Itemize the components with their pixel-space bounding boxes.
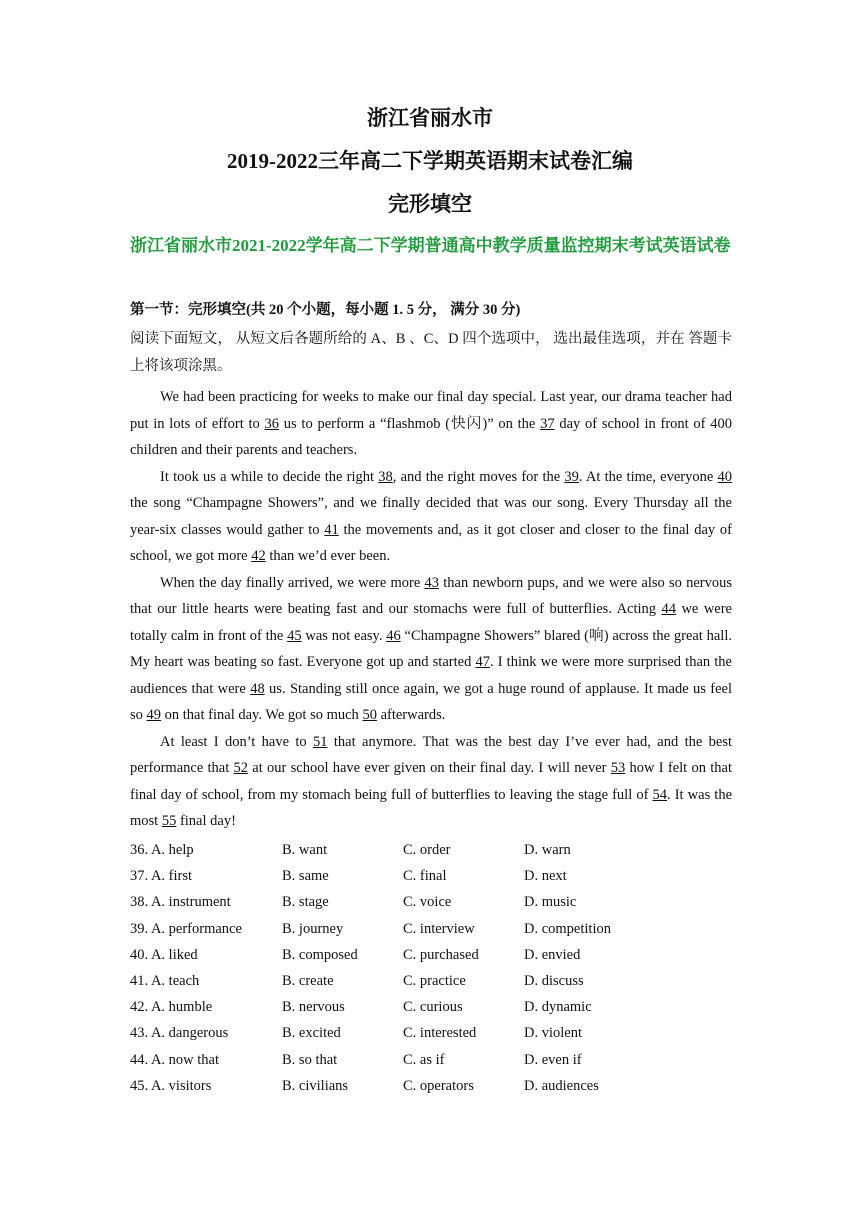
option-c: C. operators (403, 1077, 474, 1094)
passage-text: , and the right moves for the (392, 468, 565, 485)
option-a: 43. A. dangerous (130, 1025, 229, 1042)
option-c: C. practice (403, 972, 466, 989)
option-a: 42. A. humble (130, 999, 213, 1016)
passage-paragraph (130, 729, 732, 835)
blank-number: 51 (313, 733, 328, 750)
options-list (130, 837, 732, 1099)
passage-text: At least I don’t have to (160, 733, 314, 750)
blank-number: 52 (233, 760, 249, 776)
doc-title-line3: 完形填空 (388, 192, 472, 216)
blank-number: 50 (362, 707, 377, 723)
blank-number: 53 (610, 760, 626, 776)
option-a: 39. A. performance (130, 920, 242, 937)
passage-text: We had been practicing for weeks to make our final day special. Last year, our drama teacher had put in lots of effort to (130, 389, 732, 432)
blank-number: 49 (146, 707, 162, 723)
option-b: B. nervous (282, 999, 345, 1016)
option-d: D. violent (524, 1025, 582, 1042)
option-b: B. so that (282, 1051, 338, 1068)
passage-text: on that final day. We got so much (161, 707, 363, 723)
option-row (130, 942, 732, 968)
option-c: C. final (403, 868, 447, 885)
option-a: 40. A. liked (130, 946, 198, 963)
option-a: 44. A. now that (130, 1051, 220, 1068)
blank-number: 37 (540, 415, 555, 432)
option-row (130, 1073, 732, 1099)
section-heading: 第一节：完形填空(共 20 个小题，每小题 1. 5 分， 满分 30 分) (130, 302, 521, 318)
option-b: B. civilians (282, 1077, 349, 1094)
option-d: D. next (524, 868, 567, 885)
blank-number: 48 (250, 680, 265, 697)
option-b: B. want (282, 842, 328, 858)
option-row (130, 1020, 732, 1046)
option-a: 37. A. first (130, 868, 193, 885)
passage-text: . At the time, everyone (578, 468, 718, 485)
option-b: B. journey (282, 920, 344, 937)
passage-text: us. Standing still once again, we got a huge round of applause. It made us feel so (130, 680, 732, 723)
passage-text: . It was the most (130, 786, 733, 829)
option-c: C. interview (403, 920, 475, 937)
blank-number: 46 (386, 627, 401, 644)
blank-number: 54 (652, 786, 667, 803)
passage-text: the movements and, as it got closer and closer to the final day of school, we got more (130, 521, 732, 564)
blank-number: 40 (717, 468, 733, 485)
passage-text: the song “Champagne Showers”, and we finally decided that was our song. Every Thursday all the year-six classes would gather to (130, 495, 732, 538)
blank-number: 45 (287, 627, 302, 644)
passage-text: afterwards. (376, 707, 446, 723)
passage-paragraph (130, 570, 732, 729)
doc-title-line1: 浙江省丽水市 (367, 106, 493, 130)
passage-text: day of school in front of 400 children and their parents and teachers. (130, 415, 733, 458)
option-row (130, 863, 732, 889)
passage-text: we were totally calm in front of the (130, 601, 732, 644)
option-row (130, 837, 732, 863)
blank-number: 44 (661, 601, 677, 617)
passage-text: It took us a while to decide the right (160, 468, 379, 485)
option-d: D. audiences (524, 1077, 599, 1094)
passage-text: than newborn pups, and we were also so nervous that our little hearts were beating fast and our stomachs were full of butterflies. Acting (130, 574, 732, 617)
blank-number: 43 (424, 574, 440, 591)
option-c: C. interested (403, 1025, 477, 1042)
passage (130, 384, 732, 835)
exam-name: 浙江省丽水市2021-2022学年高二下学期普通高中教学质量监控期末考试英语试卷 (130, 236, 731, 255)
option-c: C. voice (403, 894, 452, 911)
blank-number: 47 (475, 654, 490, 670)
option-row (130, 889, 732, 915)
option-d: D. music (524, 894, 577, 911)
option-b: B. stage (282, 894, 329, 911)
option-b: B. excited (282, 1025, 341, 1042)
passage-text: that anymore. That was the best day I’ve ever had, and the best performance that (130, 733, 733, 776)
option-c: C. as if (403, 1051, 445, 1068)
passage-text: how I felt on that final day of school, from my stomach being full of butterflies to leaving the stage full of (130, 760, 732, 803)
option-row (130, 916, 732, 942)
blank-number: 55 (161, 813, 177, 829)
option-d: D. dynamic (524, 999, 592, 1016)
doc-title-line2: 2019-2022三年高二下学期英语期末试卷汇编 (227, 149, 633, 173)
option-a: 41. A. teach (130, 972, 200, 989)
option-c: C. order (403, 842, 451, 858)
option-a: 36. A. help (130, 842, 194, 858)
passage-text: than we’d ever been. (265, 548, 391, 564)
passage-paragraph (130, 464, 732, 570)
option-d: D. warn (524, 842, 571, 858)
option-row (130, 994, 732, 1020)
passage-text: us to perform a “flashmob (快闪)” on the (279, 415, 541, 432)
option-d: D. even if (524, 1051, 582, 1068)
option-a: 45. A. visitors (130, 1077, 212, 1094)
passage-text: was not easy. (301, 627, 387, 644)
option-d: D. envied (524, 946, 581, 963)
blank-number: 41 (324, 521, 339, 538)
passage-text: . I think we were more surprised than the audiences that were (130, 654, 732, 697)
option-row (130, 968, 732, 994)
option-b: B. same (282, 868, 329, 885)
option-b: B. create (282, 972, 334, 989)
option-c: C. purchased (403, 946, 479, 963)
option-b: B. composed (282, 946, 358, 963)
blank-number: 36 (264, 415, 280, 432)
option-c: C. curious (403, 999, 463, 1016)
passage-paragraph (130, 384, 732, 464)
passage-text: final day! (176, 813, 236, 829)
blank-number: 38 (378, 468, 393, 485)
section-instructions: 阅读下面短文， 从短文后各题所给的 A、B 、C、D 四个选项中， 选出最佳选项，并在 答题卡上将该项涂黑。 (130, 331, 732, 374)
option-row (130, 1047, 732, 1073)
blank-number: 39 (564, 468, 579, 485)
option-d: D. competition (524, 920, 611, 937)
passage-text: When the day finally arrived, we were more (160, 574, 425, 591)
blank-number: 42 (251, 548, 266, 564)
passage-text: at our school have ever given on their final day. I will never (248, 760, 611, 776)
option-a: 38. A. instrument (130, 894, 231, 911)
passage-text: “Champagne Showers” blared (响) across the great hall. My heart was beating so fast. Everyone got up and started (130, 627, 732, 670)
option-d: D. discuss (524, 972, 584, 989)
